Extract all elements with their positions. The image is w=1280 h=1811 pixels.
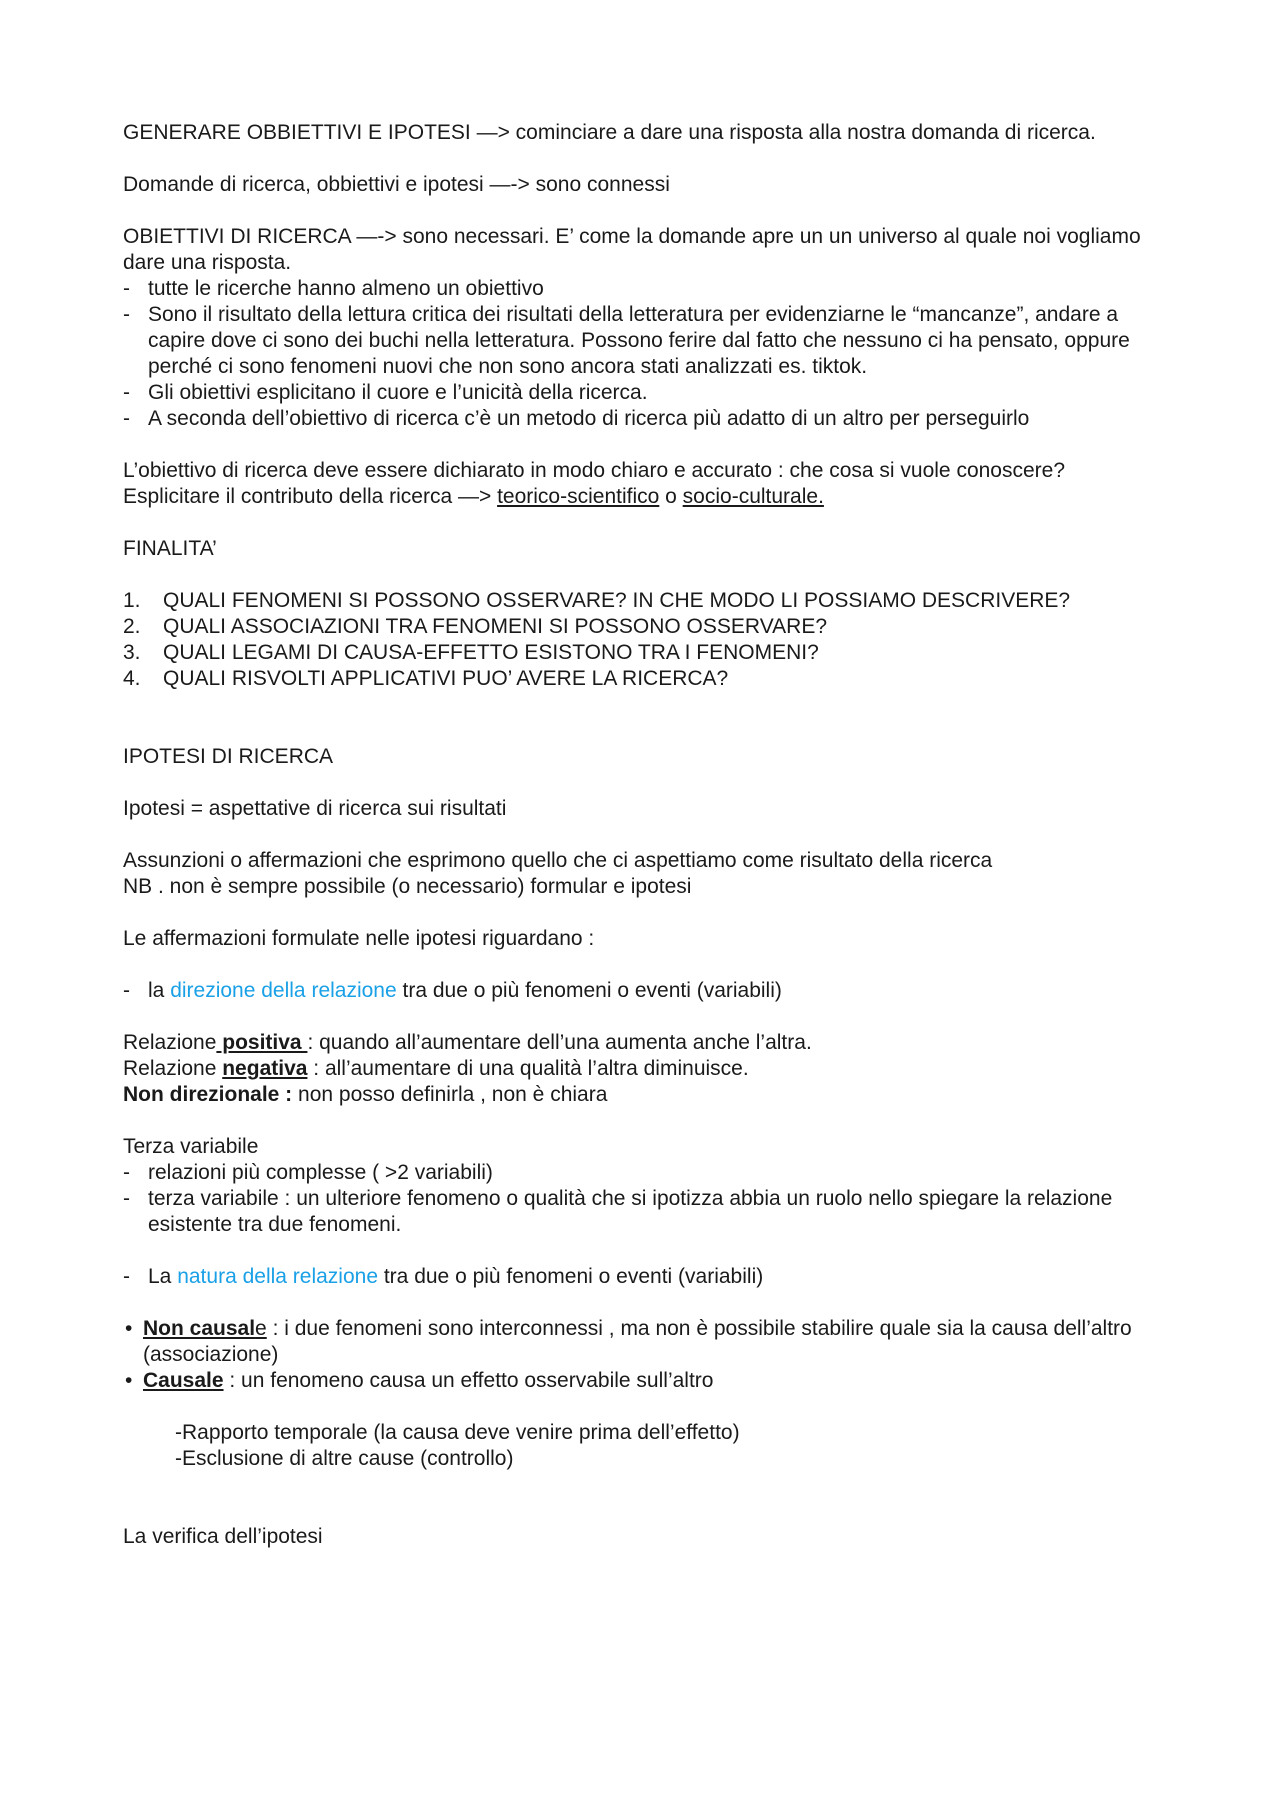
assunzioni-line: Assunzioni o affermazioni che esprimono quello che ci aspettiamo come risultato della ricerca [123,849,993,872]
nature-list [123,1264,1173,1290]
list-item: - terza variabile : un ulteriore fenomeno o qualità che si ipotizza abbia un ruolo nello spiegare la relazione esistente tra due fenomeni. [123,1186,1173,1238]
link-teorico-scientifico: teorico-scientifico [497,485,660,508]
list-item: - tutte le ricerche hanno almeno un obiettivo [123,276,1173,302]
objective-declaration: L’obiettivo di ricerca deve essere dichiarato in modo chiaro e accurato : che cosa si vuole conoscere? [123,459,1066,482]
list-item: • Non causale : i due fenomeni sono interconnessi , ma non è possibile stabilire quale sia la causa dell’altro (associazione) [123,1316,1173,1368]
nb-note: NB . non è sempre possibile (o necessario) formular e ipotesi [123,875,692,898]
ipotesi-definition: Ipotesi = aspettative di ricerca sui risultati [123,797,507,820]
objectives-list [123,276,1173,432]
ipotesi-heading: IPOTESI DI RICERCA [123,745,334,768]
link-socio-culturale: socio-culturale. [682,485,824,508]
direction-list [123,978,1173,1004]
list-item: - Gli obiettivi esplicitano il cuore e l’unicità della ricerca. [123,380,1173,406]
relazione-negativa: Relazione negativa : all’aumentare di una qualità l’altra diminuisce. [123,1057,749,1080]
highlight-direzione: direzione della relazione [170,979,397,1002]
finalita-heading: FINALITA’ [123,537,217,560]
list-item: 3. QUALI LEGAMI DI CAUSA-EFFETTO ESISTONO TRA I FENOMENI? [123,641,819,664]
affermazioni-line: Le affermazioni formulate nelle ipotesi riguardano : [123,927,595,950]
rapporto-temporale: -Rapporto temporale (la causa deve venire prima dell’effetto) [175,1421,740,1444]
objectives-intro: OBIETTIVI DI RICERCA —-> sono necessari. E’ come la domande apre un un universo al quale noi vogliamo dare una risposta. [123,225,1141,274]
intro-connection: Domande di ricerca, obbiettivi e ipotesi —-> sono connessi [123,173,670,196]
relazione-positiva: Relazione positiva : quando all’aumentare dell’una aumenta anche l’altra. [123,1031,812,1054]
list-item: 2. QUALI ASSOCIAZIONI TRA FENOMENI SI POSSONO OSSERVARE? [123,615,828,638]
list-item: - Sono il risultato della lettura critica dei risultati della letteratura per evidenziarne le “mancanze”, andare a capire dove ci sono dei buchi nella letteratura. Possono ferire dal fatto che nessuno ci ha pensato, oppure perché ci sono fenomeni nuovi che non sono ancora stati analizzati es. tiktok. [123,302,1173,380]
esclusione-cause: -Esclusione di altre cause (controllo) [175,1447,514,1470]
document-page [123,120,1173,1550]
terza-variabile-list [123,1160,1173,1238]
terza-variabile-heading: Terza variabile [123,1135,259,1158]
contribution-line: Esplicitare il contributo della ricerca —> teorico-scientifico o socio-culturale. [123,485,824,508]
verifica-heading: La verifica dell’ipotesi [123,1525,323,1548]
list-item: - relazioni più complesse ( >2 variabili) [123,1160,1173,1186]
intro-line: GENERARE OBBIETTIVI E IPOTESI —> cominciare a dare una risposta alla nostra domanda di ricerca. [123,121,1096,144]
list-item: - La natura della relazione tra due o più fenomeni o eventi (variabili) [123,1264,1173,1290]
list-item: - la direzione della relazione tra due o più fenomeni o eventi (variabili) [123,978,1173,1004]
finalita-list [123,588,1173,692]
list-item: - A seconda dell’obiettivo di ricerca c’è un metodo di ricerca più adatto di un altro per perseguirlo [123,406,1173,432]
causal-list [123,1316,1173,1394]
list-item: 4. QUALI RISVOLTI APPLICATIVI PUO’ AVERE LA RICERCA? [123,667,729,690]
non-direzionale: Non direzionale : non posso definirla , non è chiara [123,1083,608,1106]
list-item: 1. QUALI FENOMENI SI POSSONO OSSERVARE? IN CHE MODO LI POSSIAMO DESCRIVERE? [123,589,1071,612]
list-item: • Causale : un fenomeno causa un effetto osservabile sull’altro [123,1368,1173,1394]
highlight-natura: natura della relazione [177,1265,379,1288]
